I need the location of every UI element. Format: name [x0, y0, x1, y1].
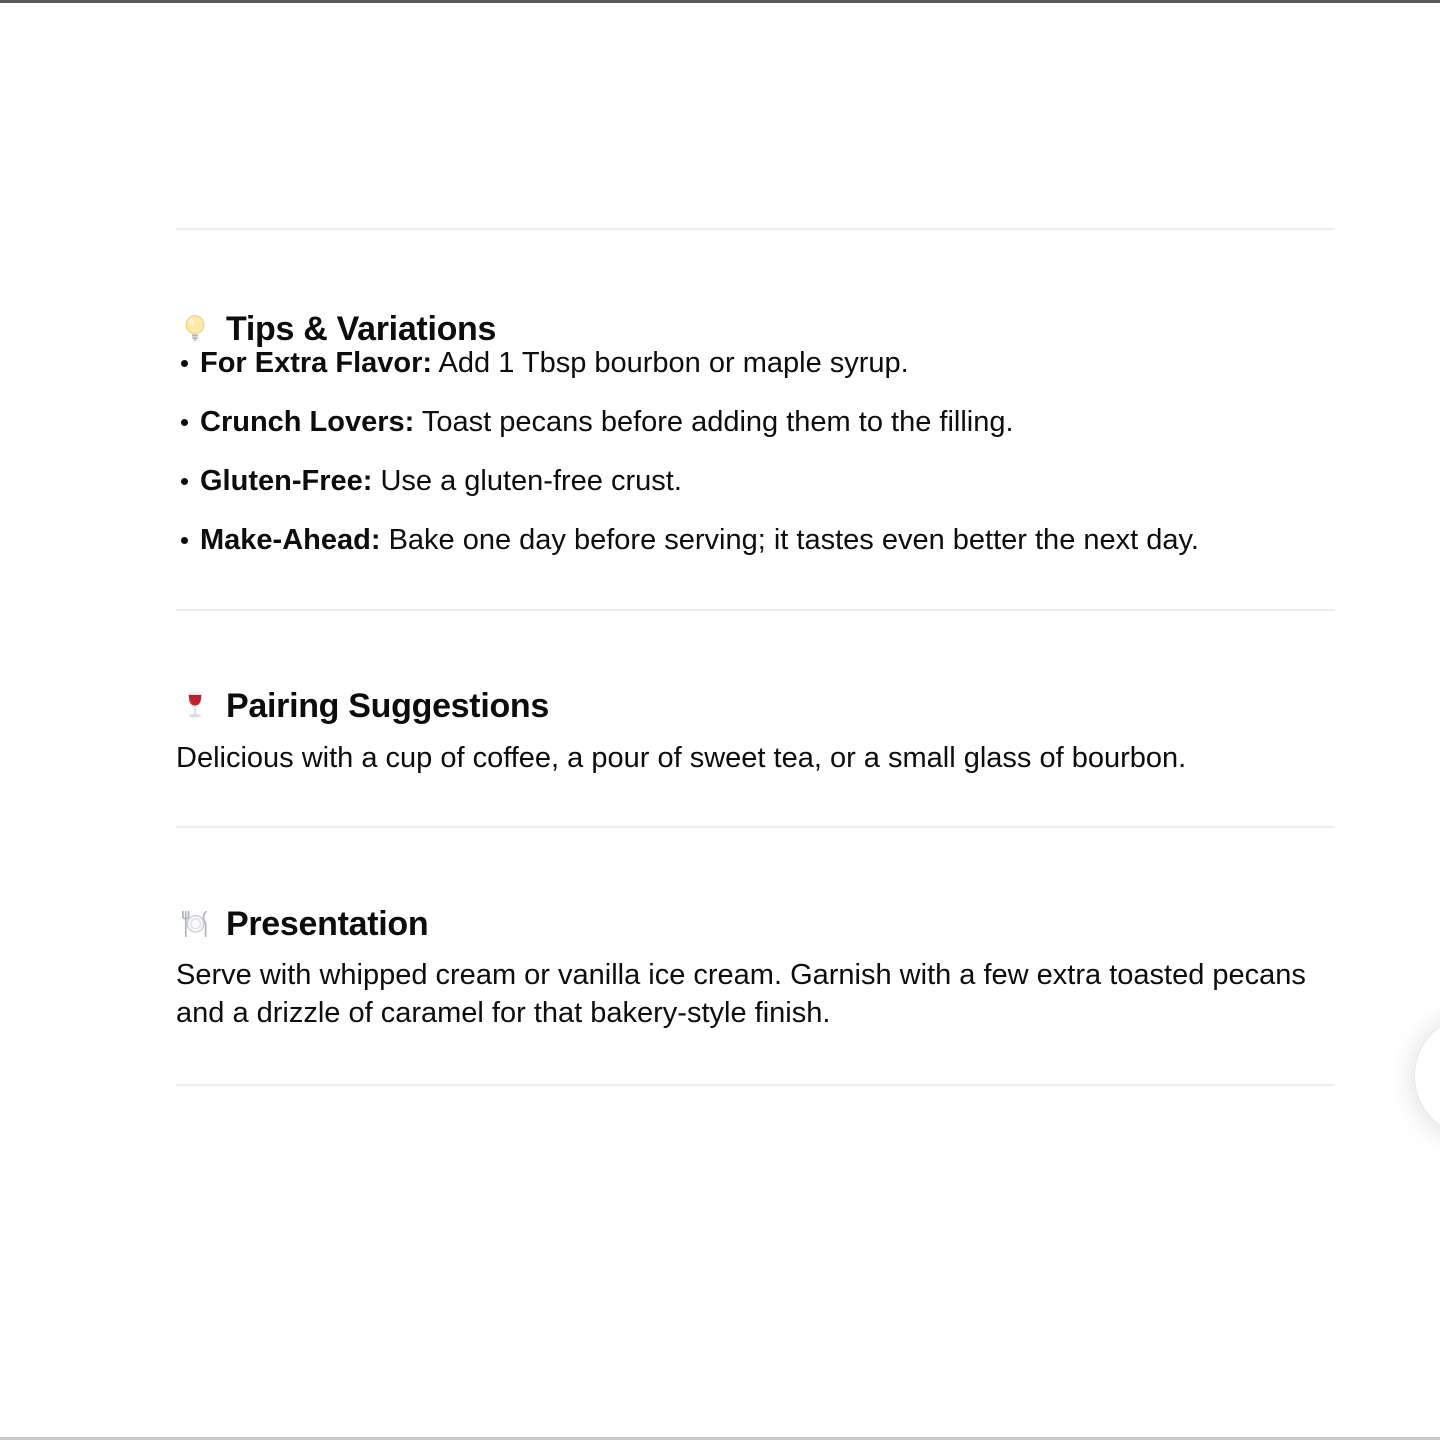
- section-divider: [176, 826, 1335, 828]
- section-divider: [176, 1084, 1335, 1086]
- bullet-text: Bake one day before serving; it tastes even better the next day.: [388, 524, 1199, 556]
- section-title: Presentation: [226, 905, 429, 944]
- tips-bullet-list: [176, 344, 1335, 580]
- presentation-section-heading: [176, 902, 428, 946]
- section-divider: [176, 228, 1335, 230]
- plate-cutlery-icon: [176, 905, 214, 943]
- list-item: [176, 403, 1335, 441]
- top-edge-line: [0, 0, 1440, 3]
- bullet-label: For Extra Flavor:: [200, 347, 433, 379]
- pairing-section-heading: [176, 684, 549, 728]
- bullet-label: Gluten-Free:: [200, 465, 373, 497]
- lightbulb-icon: [176, 310, 214, 348]
- wine-glass-icon: [176, 687, 214, 725]
- presentation-paragraph: Serve with whipped cream or vanilla ice cream. Garnish with a few extra toasted pecans and a drizzle of caramel for that bakery-style finish.: [176, 959, 1306, 1029]
- section-title: Pairing Suggestions: [226, 687, 550, 726]
- list-item: [176, 462, 1335, 500]
- pairing-paragraph: Delicious with a cup of coffee, a pour of sweet tea, or a small glass of bourbon.: [176, 742, 1187, 774]
- bullet-label: Make-Ahead:: [200, 524, 381, 556]
- bullet-text: Add 1 Tbsp bourbon or maple syrup.: [438, 347, 909, 379]
- bullet-text: Use a gluten-free crust.: [380, 465, 682, 497]
- list-item: [176, 521, 1335, 559]
- bullet-label: Crunch Lovers:: [200, 406, 415, 438]
- bullet-text: Toast pecans before adding them to the filling.: [421, 406, 1014, 438]
- floating-edge-button[interactable]: [1415, 1016, 1440, 1136]
- section-divider: [176, 609, 1335, 611]
- section-title: Tips & Variations: [226, 310, 497, 349]
- list-item: [176, 344, 1335, 382]
